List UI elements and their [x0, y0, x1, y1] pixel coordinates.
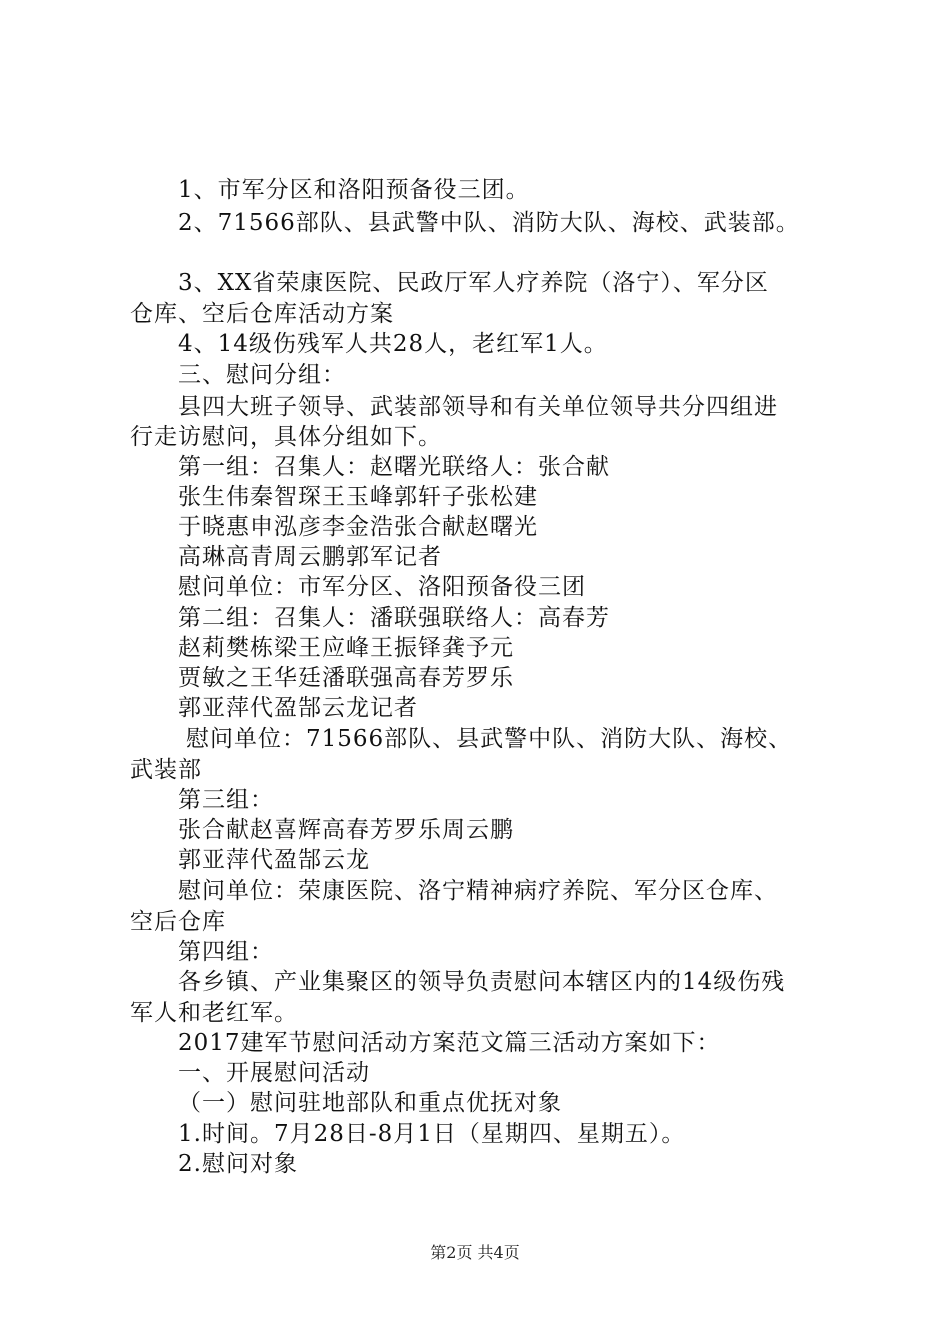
text-line: 武装部 — [130, 757, 202, 783]
text-line: 2、71566部队、县武警中队、消防大队、海校、武装部。 — [178, 210, 800, 236]
text-line: 第三组： — [178, 787, 274, 813]
text-line: 高琳高青周云鹏郭军记者 — [178, 544, 442, 570]
text-line: 郭亚萍代盈郜云龙 — [178, 847, 370, 873]
text-line: 县四大班子领导、武装部领导和有关单位领导共分四组进 — [178, 394, 778, 420]
text-line: 空后仓库 — [130, 909, 226, 935]
section-heading: 三、慰问分组： — [178, 362, 346, 388]
text-line: 第四组： — [178, 939, 274, 965]
text-line: 郭亚萍代盈郜云龙记者 — [178, 695, 418, 721]
text-line: 3、XX省荣康医院、民政厅军人疗养院（洛宁）、军分区 — [178, 270, 769, 296]
text-line: 张合献赵喜辉高春芳罗乐周云鹏 — [178, 817, 514, 843]
text-line: 赵莉樊栋梁王应峰王振铎龚予元 — [178, 635, 514, 661]
text-line: 行走访慰问，具体分组如下。 — [130, 424, 442, 450]
text-line: 贾敏之王华廷潘联强高春芳罗乐 — [178, 665, 514, 691]
text-line: 2017建军节慰问活动方案范文篇三活动方案如下： — [178, 1030, 721, 1056]
text-line: 4、14级伤残军人共28人，老红军1人。 — [178, 331, 608, 357]
text-line: 于晓惠申泓彦李金浩张合献赵曙光 — [178, 514, 538, 540]
text-line: 1.时间。7月28日-8月1日（星期四、星期五）。 — [178, 1121, 686, 1147]
text-line: 仓库、空后仓库活动方案 — [130, 301, 394, 327]
page-footer: 第2页 共4页 — [430, 1243, 520, 1262]
text-line: 2.慰问对象 — [178, 1151, 298, 1177]
text-line: 第一组：召集人：赵曙光联络人：张合献 — [178, 454, 610, 480]
text-line: 各乡镇、产业集聚区的领导负责慰问本辖区内的14级伤残 — [178, 969, 786, 995]
text-line: 张生伟秦智琛王玉峰郭轩子张松建 — [178, 484, 538, 510]
text-line: 1、市军分区和洛阳预备役三团。 — [178, 177, 530, 203]
text-line: 慰问单位：市军分区、洛阳预备役三团 — [178, 574, 586, 600]
text-line: 慰问单位：71566部队、县武警中队、消防大队、海校、 — [186, 726, 793, 752]
text-line: 慰问单位：荣康医院、洛宁精神病疗养院、军分区仓库、 — [178, 878, 778, 904]
text-line: 军人和老红军。 — [130, 1000, 298, 1026]
text-line: 第二组：召集人：潘联强联络人：高春芳 — [178, 605, 610, 631]
section-heading: 一、开展慰问活动 — [178, 1060, 370, 1086]
text-line: （一）慰问驻地部队和重点优抚对象 — [178, 1090, 562, 1116]
